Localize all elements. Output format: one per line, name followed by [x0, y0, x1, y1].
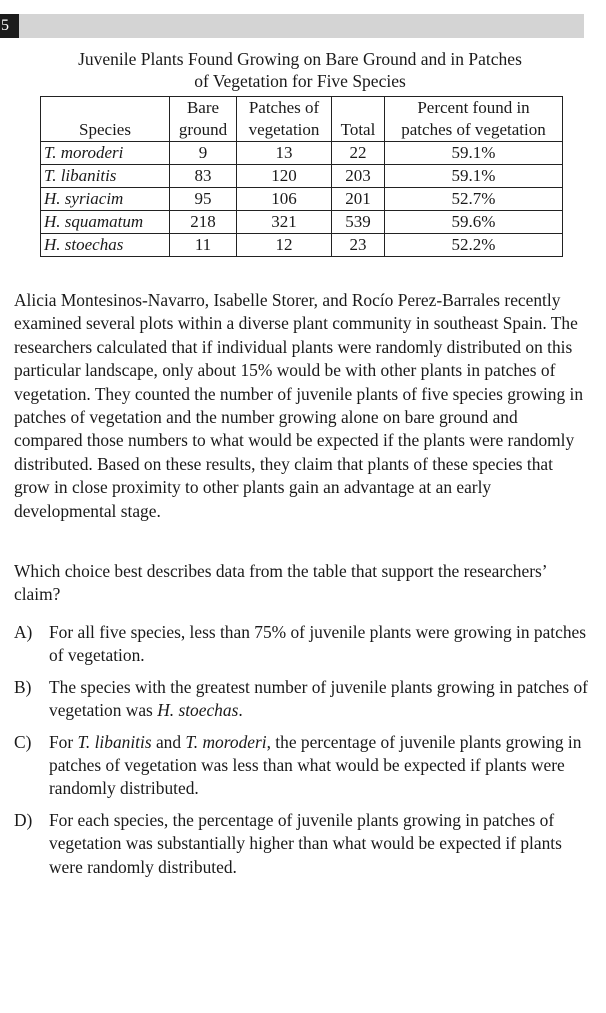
cell-bare: 11 [170, 234, 237, 257]
data-table [40, 96, 563, 257]
cell-total: 23 [332, 234, 385, 257]
cell-total: 22 [332, 142, 385, 165]
table-title-line2: of Vegetation for Five Species [194, 71, 406, 91]
cell-patches: 321 [237, 211, 332, 234]
cell-species: T. moroderi [41, 142, 170, 165]
choice-a[interactable] [14, 621, 588, 668]
cell-bare: 83 [170, 165, 237, 188]
cell-total: 539 [332, 211, 385, 234]
header-bare-ground: Bare ground [170, 97, 237, 142]
passage-text: Alicia Montesinos-Navarro, Isabelle Storer, and Rocío Perez-Barrales recently examined several plots within a diverse plant community in southeast Spain. The researchers calculated that if individual plants were randomly distributed on this particular landscape, only about 15% would be with other plants in patches of vegetation. They counted the number of juvenile plants of five species growing in patches of vegetation and the number growing alone on bare ground and compared those numbers to what would be expected if the plants were randomly distributed. Based on these results, they claim that plants of these species that grow in close proximity to other plants gain an advantage at an early developmental stage. [14, 290, 584, 521]
choice-c[interactable] [14, 731, 588, 801]
table-header-row [41, 97, 563, 142]
cell-species: H. stoechas [41, 234, 170, 257]
choice-letter: D) [14, 809, 33, 830]
choice-text: For each species, the percentage of juvenile plants growing in patches of vegetation was substantially higher than what would be expected if plants were randomly distributed. [49, 809, 562, 877]
choice-text: The species with the greatest number of juvenile plants growing in patches of vegetation was H. stoechas. [49, 676, 588, 721]
cell-bare: 218 [170, 211, 237, 234]
choice-letter: B) [14, 676, 32, 697]
table-row [41, 165, 563, 188]
cell-bare: 95 [170, 188, 237, 211]
cell-percent: 59.6% [385, 211, 563, 234]
header-percent: Percent found in patches of vegetation [385, 97, 563, 142]
cell-total: 203 [332, 165, 385, 188]
cell-patches: 120 [237, 165, 332, 188]
choice-letter: C) [14, 731, 32, 752]
cell-species: H. syriacim [41, 188, 170, 211]
cell-percent: 59.1% [385, 142, 563, 165]
choice-letter: A) [14, 622, 33, 642]
choice-d[interactable] [14, 809, 588, 879]
question-number: 5 [0, 14, 19, 38]
cell-patches: 106 [237, 188, 332, 211]
header-patches: Patches of vegetation [237, 97, 332, 142]
cell-percent: 52.2% [385, 234, 563, 257]
cell-patches: 12 [237, 234, 332, 257]
cell-percent: 52.7% [385, 188, 563, 211]
question-prompt: Which choice best describes data from the table that support the researchers’ claim? [14, 561, 547, 605]
choice-text: For all five species, less than 75% of juvenile plants were growing in patches of vegetation. [49, 622, 587, 666]
header-species: Species [41, 97, 170, 142]
choice-text: For T. libanitis and T. moroderi, the percentage of juvenile plants growing in patches of vegetation was less than what would be expected if plants were randomly distributed. [49, 731, 582, 799]
table-title-line1: Juvenile Plants Found Growing on Bare Ground and in Patches [78, 49, 522, 69]
question-header-bar [0, 14, 584, 38]
cell-bare: 9 [170, 142, 237, 165]
table-row [41, 234, 563, 257]
table-row [41, 188, 563, 211]
answer-choices [14, 621, 588, 887]
species-name: H. stoechas [157, 700, 239, 721]
species-name: T. moroderi [185, 731, 267, 752]
cell-species: T. libanitis [41, 165, 170, 188]
cell-species: H. squamatum [41, 211, 170, 234]
cell-patches: 13 [237, 142, 332, 165]
table-row [41, 142, 563, 165]
cell-total: 201 [332, 188, 385, 211]
passage [14, 289, 588, 523]
header-total: Total [332, 97, 385, 142]
cell-percent: 59.1% [385, 165, 563, 188]
table-row [41, 211, 563, 234]
choice-b[interactable] [14, 676, 588, 723]
species-name: T. libanitis [77, 731, 152, 752]
